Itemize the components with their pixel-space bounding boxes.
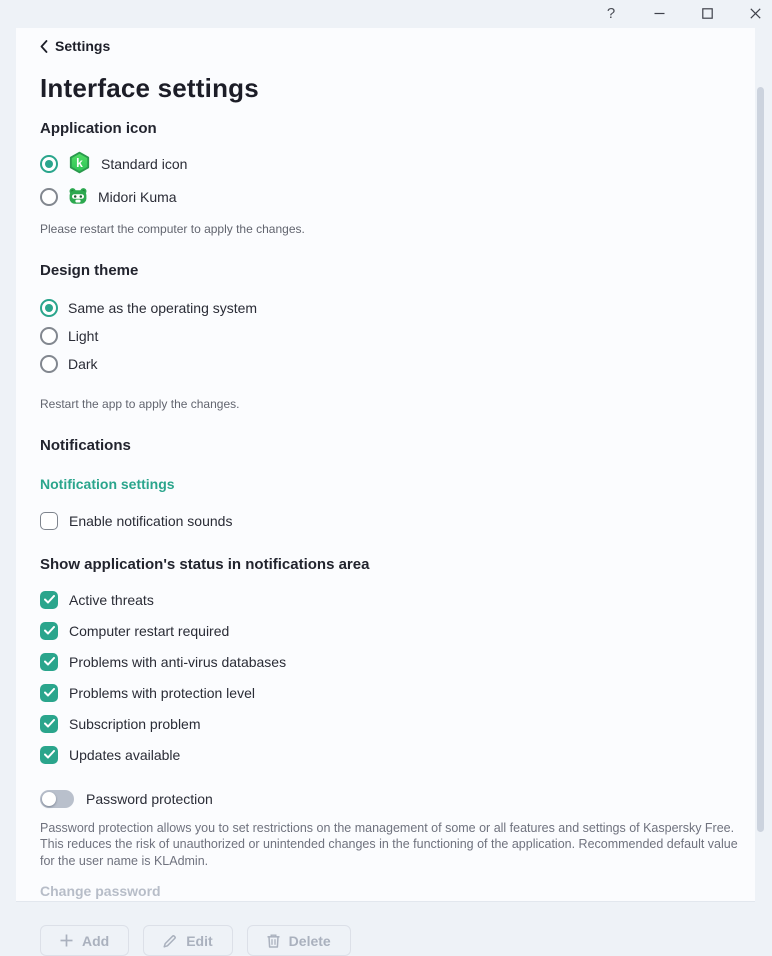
minimize-button[interactable]	[646, 2, 672, 24]
help-button[interactable]	[598, 2, 624, 24]
status-area-heading: Show application's status in notifications area	[40, 555, 370, 573]
toggle-label: Password protection	[86, 790, 213, 807]
radio-selected-icon	[40, 155, 58, 173]
checkbox-checked-icon	[40, 684, 58, 702]
settings-content	[16, 28, 755, 949]
radio-label: Same as the operating system	[68, 299, 258, 316]
plus-icon	[60, 934, 73, 947]
radio-label: Light	[68, 327, 99, 344]
checkbox-label: Active threats	[69, 591, 154, 608]
svg-text:k: k	[76, 155, 83, 170]
edit-button[interactable]	[143, 925, 232, 956]
checkbox-checked-icon	[40, 622, 58, 640]
checkbox-unchecked-icon	[40, 512, 58, 530]
scrollbar-thumb[interactable]	[757, 87, 764, 832]
back-link-label: Settings	[55, 38, 111, 54]
radio-unselected-icon	[40, 188, 58, 206]
password-protection-description: Password protection allows you to set restrictions on the management of some or all features and settings of Kaspersky Free. This reduces the risk of unauthorized or unintended changes in the functioning of the application. Recommended default value for the user name is KLAdmin.	[40, 820, 738, 868]
page-title: Interface settings	[40, 72, 259, 103]
radio-theme-system[interactable]	[40, 299, 740, 317]
restart-computer-hint: Please restart the computer to apply the changes.	[40, 221, 305, 236]
radio-theme-dark[interactable]	[40, 355, 740, 373]
pencil-icon	[163, 934, 177, 948]
radio-standard-icon[interactable]	[40, 151, 740, 177]
button-label: Delete	[288, 932, 331, 949]
password-buttons-row	[40, 925, 740, 956]
checkbox-checked-icon	[40, 715, 58, 733]
checkbox-label: Subscription problem	[69, 715, 201, 732]
checkbox-antivirus-databases[interactable]	[40, 653, 740, 671]
checkbox-checked-icon	[40, 653, 58, 671]
notification-settings-link[interactable]: Notification settings	[40, 475, 175, 492]
add-button[interactable]	[40, 925, 129, 956]
question-icon: ?	[606, 4, 616, 22]
checkbox-label: Computer restart required	[69, 622, 230, 639]
checkbox-checked-icon	[40, 591, 58, 609]
close-button[interactable]	[742, 2, 768, 24]
chevron-left-icon	[40, 40, 48, 53]
checkbox-active-threats[interactable]	[40, 591, 740, 609]
change-password-link[interactable]: Change password	[40, 883, 161, 899]
radio-label: Midori Kuma	[98, 189, 177, 205]
radio-unselected-icon	[40, 327, 58, 345]
radio-label: Dark	[68, 355, 98, 372]
minimize-icon	[654, 8, 665, 19]
radio-label: Standard icon	[101, 155, 188, 172]
restart-app-hint: Restart the app to apply the changes.	[40, 396, 240, 411]
midori-kuma-bear-icon	[68, 187, 88, 208]
checkbox-label: Problems with protection level	[69, 684, 255, 701]
checkbox-label: Enable notification sounds	[69, 512, 233, 529]
footer-strip	[0, 903, 772, 925]
checkbox-label: Problems with anti-virus databases	[69, 653, 287, 670]
close-icon	[750, 8, 761, 19]
checkbox-protection-level[interactable]	[40, 684, 740, 702]
radio-selected-icon	[40, 299, 58, 317]
design-theme-heading: Design theme	[40, 261, 139, 279]
kaspersky-hexagon-icon	[68, 151, 91, 177]
checkbox-notification-sounds[interactable]	[40, 512, 740, 530]
maximize-button[interactable]	[694, 2, 720, 24]
application-icon-heading: Application icon	[40, 119, 157, 137]
titlebar	[0, 0, 772, 28]
radio-theme-light[interactable]	[40, 327, 740, 345]
button-label: Edit	[186, 932, 213, 949]
delete-button[interactable]	[247, 925, 351, 956]
toggle-knob	[42, 792, 56, 806]
checkbox-label: Updates available	[69, 746, 181, 763]
maximize-icon	[702, 8, 713, 19]
checkbox-updates-available[interactable]	[40, 746, 740, 764]
radio-unselected-icon	[40, 355, 58, 373]
checkbox-subscription-problem[interactable]	[40, 715, 740, 733]
password-protection-toggle[interactable]	[40, 790, 74, 808]
button-label: Add	[82, 932, 110, 949]
checkbox-checked-icon	[40, 746, 58, 764]
notifications-heading: Notifications	[40, 436, 131, 454]
back-to-settings-link[interactable]	[40, 38, 110, 54]
trash-icon	[267, 934, 280, 948]
checkbox-restart-required[interactable]	[40, 622, 740, 640]
password-protection-toggle-row	[40, 790, 740, 808]
radio-midori-kuma[interactable]	[40, 187, 740, 208]
